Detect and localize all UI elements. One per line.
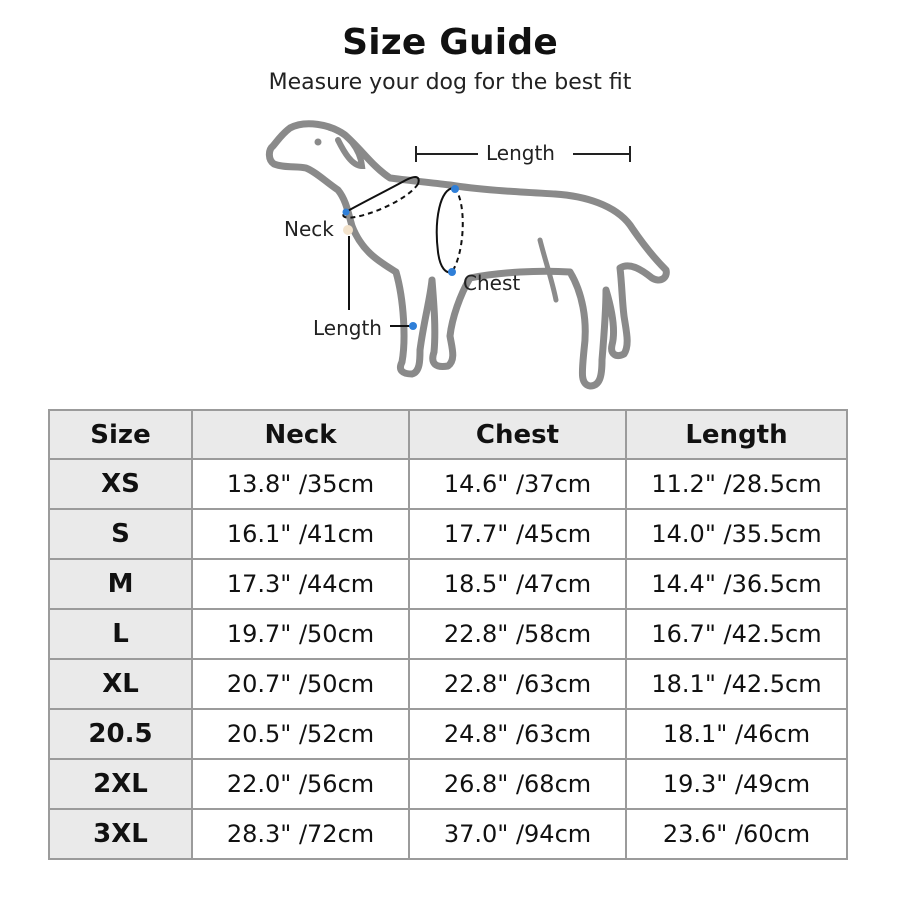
length-cell: 14.0" /35.5cm xyxy=(626,509,847,559)
chest-cell: 26.8" /68cm xyxy=(409,759,626,809)
table-row xyxy=(49,809,847,859)
chest-label: Chest xyxy=(463,271,521,295)
length-top-label: Length xyxy=(486,141,555,165)
dog-outline xyxy=(269,124,666,386)
dog-eye xyxy=(315,139,322,146)
neck-cell: 20.5" /52cm xyxy=(192,709,409,759)
chest-cell: 22.8" /58cm xyxy=(409,609,626,659)
neck-cell: 20.7" /50cm xyxy=(192,659,409,709)
length-cell: 16.7" /42.5cm xyxy=(626,609,847,659)
size-table xyxy=(48,409,848,860)
neck-cell: 28.3" /72cm xyxy=(192,809,409,859)
header-chest: Chest xyxy=(409,410,626,459)
size-cell: 2XL xyxy=(49,759,192,809)
size-cell: M xyxy=(49,559,192,609)
header-length: Length xyxy=(626,410,847,459)
neck-loop-back xyxy=(343,184,418,218)
size-cell: 20.5 xyxy=(49,709,192,759)
chest-loop-front xyxy=(437,188,454,272)
neck-cell: 16.1" /41cm xyxy=(192,509,409,559)
length-cell: 18.1" /42.5cm xyxy=(626,659,847,709)
length-cell: 18.1" /46cm xyxy=(626,709,847,759)
neck-cell: 19.7" /50cm xyxy=(192,609,409,659)
length-cell: 14.4" /36.5cm xyxy=(626,559,847,609)
chest-cell: 17.7" /45cm xyxy=(409,509,626,559)
chest-bottom-marker xyxy=(448,268,456,276)
page-title: Size Guide xyxy=(342,22,558,63)
size-cell: L xyxy=(49,609,192,659)
size-cell: XL xyxy=(49,659,192,709)
table-header-row xyxy=(49,410,847,459)
table-row xyxy=(49,559,847,609)
neck-label: Neck xyxy=(284,217,334,241)
neck-cell: 13.8" /35cm xyxy=(192,459,409,509)
neck-cell: 22.0" /56cm xyxy=(192,759,409,809)
header-neck: Neck xyxy=(192,410,409,459)
length-cell: 19.3" /49cm xyxy=(626,759,847,809)
size-cell: XS xyxy=(49,459,192,509)
chest-loop-back xyxy=(452,188,463,272)
neck-loop-marker xyxy=(343,209,350,216)
size-cell: S xyxy=(49,509,192,559)
table-row xyxy=(49,659,847,709)
table-row xyxy=(49,459,847,509)
dog-ear xyxy=(330,128,362,166)
neck-marker xyxy=(343,225,353,235)
table-row xyxy=(49,709,847,759)
table-row xyxy=(49,609,847,659)
chest-cell: 18.5" /47cm xyxy=(409,559,626,609)
table-row xyxy=(49,759,847,809)
chest-cell: 24.8" /63cm xyxy=(409,709,626,759)
size-cell: 3XL xyxy=(49,809,192,859)
length-cell: 11.2" /28.5cm xyxy=(626,459,847,509)
page-subtitle: Measure your dog for the best fit xyxy=(268,70,632,95)
dog-illustration xyxy=(0,110,900,400)
chest-cell: 22.8" /63cm xyxy=(409,659,626,709)
chest-cell: 14.6" /37cm xyxy=(409,459,626,509)
length-leg-label: Length xyxy=(313,316,382,340)
table-row xyxy=(49,509,847,559)
chest-top-marker xyxy=(451,185,459,193)
dog-measurement-diagram xyxy=(0,110,900,400)
length-cell: 23.6" /60cm xyxy=(626,809,847,859)
header-size: Size xyxy=(49,410,192,459)
chest-cell: 37.0" /94cm xyxy=(409,809,626,859)
leg-marker xyxy=(409,322,417,330)
neck-cell: 17.3" /44cm xyxy=(192,559,409,609)
